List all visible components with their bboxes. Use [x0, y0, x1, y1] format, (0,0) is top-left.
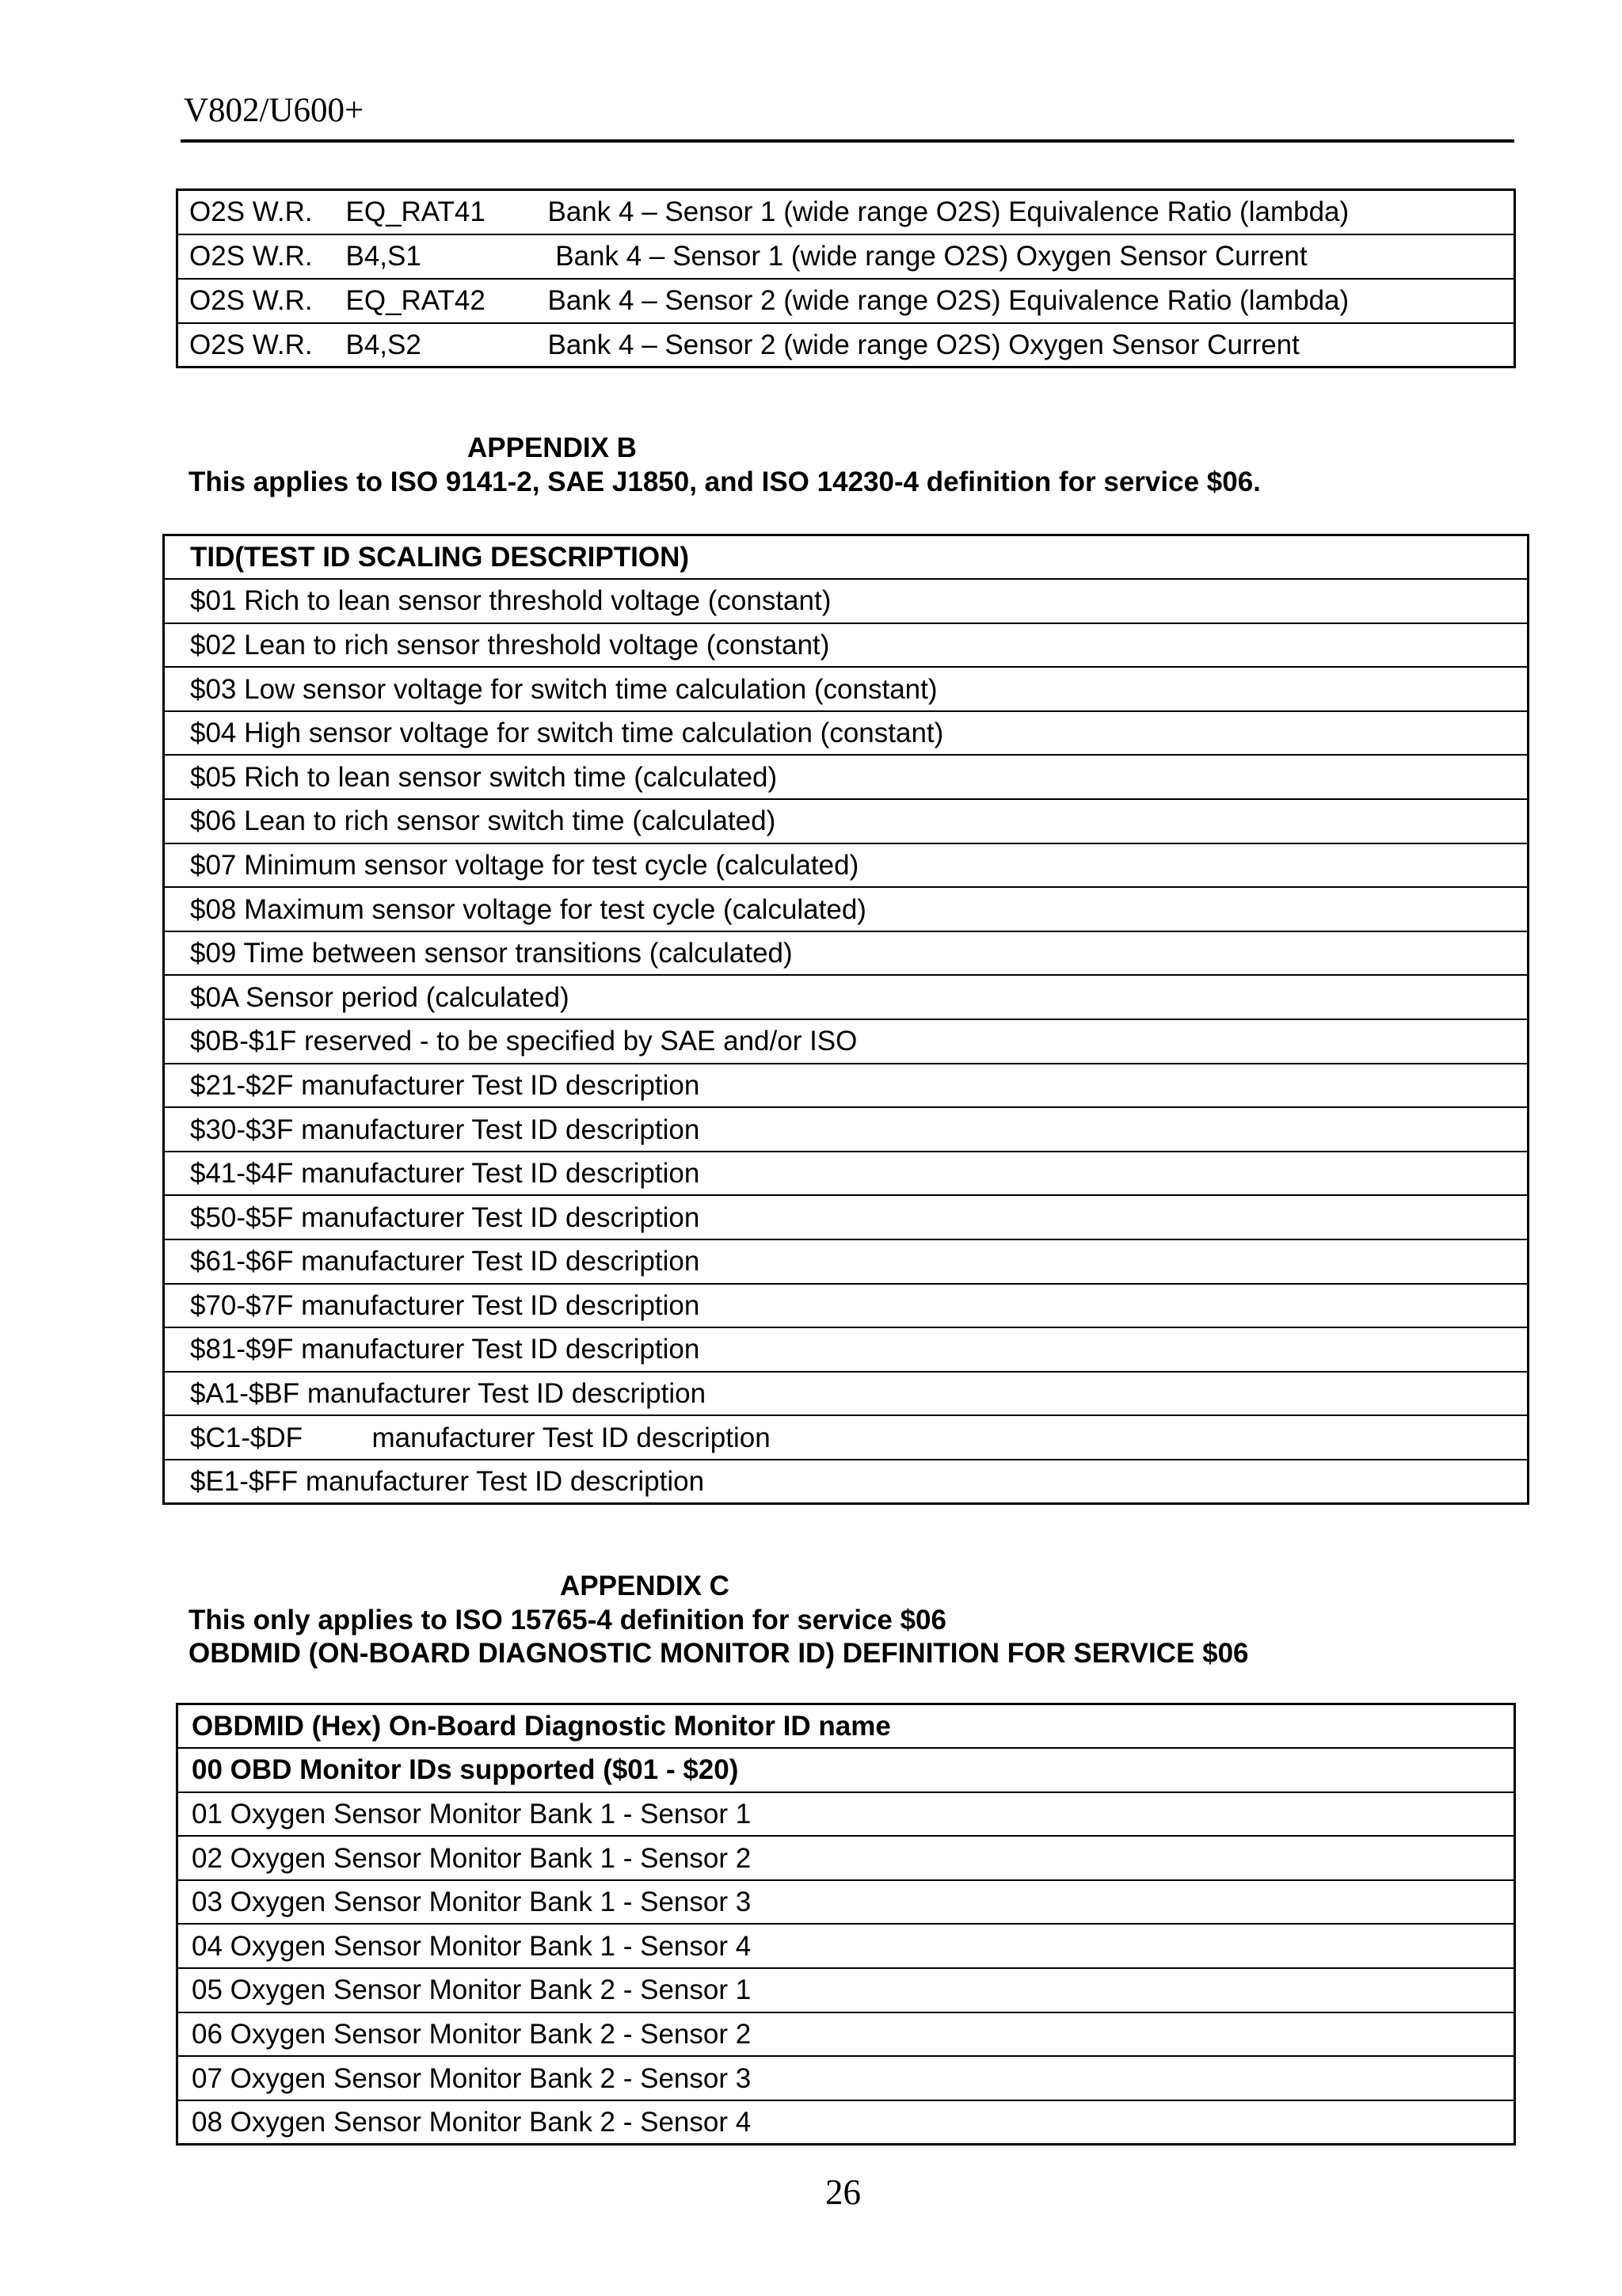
obdmid-row-text: 08 Oxygen Sensor Monitor Bank 2 - Sensor 4 — [177, 2100, 1515, 2145]
table-row — [177, 234, 1515, 279]
table-subheader-row — [177, 1748, 1515, 1792]
table-row — [177, 2056, 1515, 2100]
table-row — [177, 2012, 1515, 2057]
table-row — [164, 1327, 1529, 1372]
tid-row-text: $70-$7F manufacturer Test ID description — [164, 1284, 1529, 1328]
row-pid: B4,S2 — [346, 323, 548, 367]
tid-row-text: $0B-$1F reserved - to be specified by SAE and/or ISO — [164, 1019, 1529, 1064]
table-row — [164, 1372, 1529, 1416]
table-row — [164, 1064, 1529, 1108]
row-category: O2S W.R. — [177, 234, 346, 279]
table-row — [164, 755, 1529, 799]
header-rule — [181, 139, 1514, 143]
table-row — [164, 931, 1529, 976]
row-description: Bank 4 – Sensor 2 (wide range O2S) Oxygen Sensor Current — [548, 323, 1515, 367]
obdmid-table-subheader: 00 OBD Monitor IDs supported ($01 - $20) — [177, 1748, 1515, 1792]
tid-row-text: $50-$5F manufacturer Test ID description — [164, 1195, 1529, 1239]
obdmid-row-text: 02 Oxygen Sensor Monitor Bank 1 - Sensor 2 — [177, 1836, 1515, 1880]
page-header-title: V802/U600+ — [184, 92, 364, 129]
tid-table-header: TID(TEST ID SCALING DESCRIPTION) — [164, 535, 1529, 580]
appendix-b-subtitle: This applies to ISO 9141-2, SAE J1850, and ISO 14230-4 definition for service $06. — [188, 466, 1261, 497]
tid-row-text: $08 Maximum sensor voltage for test cycle (calculated) — [164, 887, 1529, 931]
tid-row-text: $30-$3F manufacturer Test ID description — [164, 1107, 1529, 1152]
appendix-c-line1: This only applies to ISO 15765-4 definition for service $06 — [188, 1605, 946, 1635]
tid-row-text: $04 High sensor voltage for switch time calculation (constant) — [164, 711, 1529, 756]
table-row — [164, 1107, 1529, 1152]
tid-row-text: $03 Low sensor voltage for switch time calculation (constant) — [164, 667, 1529, 711]
table-row — [177, 2100, 1515, 2145]
table-row — [177, 1968, 1515, 2012]
table-row — [177, 323, 1515, 367]
table-header-row — [164, 535, 1529, 580]
obdmid-table-header: OBDMID (Hex) On-Board Diagnostic Monitor ID name — [177, 1704, 1515, 1749]
tid-row-text: $05 Rich to lean sensor switch time (calculated) — [164, 755, 1529, 799]
row-description: Bank 4 – Sensor 1 (wide range O2S) Equivalence Ratio (lambda) — [548, 190, 1515, 234]
obdmid-row-text: 04 Oxygen Sensor Monitor Bank 1 - Sensor 4 — [177, 1924, 1515, 1968]
table-row — [177, 1836, 1515, 1880]
table-row — [164, 1019, 1529, 1064]
row-pid: EQ_RAT41 — [346, 190, 548, 234]
tid-row-text: $02 Lean to rich sensor threshold voltage (constant) — [164, 623, 1529, 668]
appendix-b-title: APPENDIX B — [467, 432, 637, 463]
tid-row-text: $01 Rich to lean sensor threshold voltage (constant) — [164, 579, 1529, 623]
row-pid: EQ_RAT42 — [346, 279, 548, 323]
row-category: O2S W.R. — [177, 190, 346, 234]
o2s-sensor-table — [176, 188, 1516, 368]
table-header-row — [177, 1704, 1515, 1749]
obdmid-table — [176, 1703, 1516, 2146]
appendix-c-line2: OBDMID (ON-BOARD DIAGNOSTIC MONITOR ID) DEFINITION FOR SERVICE $06 — [188, 1638, 1249, 1669]
page-number: 26 — [825, 2172, 861, 2212]
table-row — [164, 843, 1529, 888]
table-row — [177, 1792, 1515, 1837]
table-row — [164, 579, 1529, 623]
row-category: O2S W.R. — [177, 323, 346, 367]
table-row — [164, 1152, 1529, 1196]
table-row — [177, 279, 1515, 323]
table-row — [164, 1195, 1529, 1239]
table-row — [164, 1460, 1529, 1504]
tid-row-text: $41-$4F manufacturer Test ID description — [164, 1152, 1529, 1196]
table-row — [164, 975, 1529, 1019]
tid-row-text: $09 Time between sensor transitions (calculated) — [164, 931, 1529, 976]
table-row — [164, 1239, 1529, 1284]
table-row — [164, 667, 1529, 711]
obdmid-row-text: 01 Oxygen Sensor Monitor Bank 1 - Sensor 1 — [177, 1792, 1515, 1837]
tid-row-text: $0A Sensor period (calculated) — [164, 975, 1529, 1019]
tid-row-text: $E1-$FF manufacturer Test ID description — [164, 1460, 1529, 1504]
table-row — [177, 190, 1515, 234]
table-row — [164, 711, 1529, 756]
table-row — [164, 1284, 1529, 1328]
row-description: Bank 4 – Sensor 2 (wide range O2S) Equivalence Ratio (lambda) — [548, 279, 1515, 323]
table-row — [177, 1880, 1515, 1925]
obdmid-row-text: 07 Oxygen Sensor Monitor Bank 2 - Sensor 3 — [177, 2056, 1515, 2100]
tid-row-text: $07 Minimum sensor voltage for test cycle (calculated) — [164, 843, 1529, 888]
obdmid-row-text: 06 Oxygen Sensor Monitor Bank 2 - Sensor 2 — [177, 2012, 1515, 2057]
tid-table — [162, 534, 1529, 1505]
appendix-c-title: APPENDIX C — [560, 1571, 729, 1601]
table-row — [177, 1924, 1515, 1968]
tid-row-text: $C1-$DF manufacturer Test ID description — [164, 1415, 1529, 1460]
tid-row-text: $61-$6F manufacturer Test ID description — [164, 1239, 1529, 1284]
obdmid-row-text: 05 Oxygen Sensor Monitor Bank 2 - Sensor 1 — [177, 1968, 1515, 2012]
tid-row-text: $81-$9F manufacturer Test ID description — [164, 1327, 1529, 1372]
row-pid: B4,S1 — [346, 234, 548, 279]
tid-row-text: $06 Lean to rich sensor switch time (calculated) — [164, 799, 1529, 843]
row-description: Bank 4 – Sensor 1 (wide range O2S) Oxygen Sensor Current — [548, 234, 1515, 279]
table-row — [164, 1415, 1529, 1460]
table-row — [164, 623, 1529, 668]
table-row — [164, 799, 1529, 843]
obdmid-row-text: 03 Oxygen Sensor Monitor Bank 1 - Sensor 3 — [177, 1880, 1515, 1925]
table-row — [164, 887, 1529, 931]
tid-row-text: $A1-$BF manufacturer Test ID description — [164, 1372, 1529, 1416]
tid-row-text: $21-$2F manufacturer Test ID description — [164, 1064, 1529, 1108]
row-category: O2S W.R. — [177, 279, 346, 323]
